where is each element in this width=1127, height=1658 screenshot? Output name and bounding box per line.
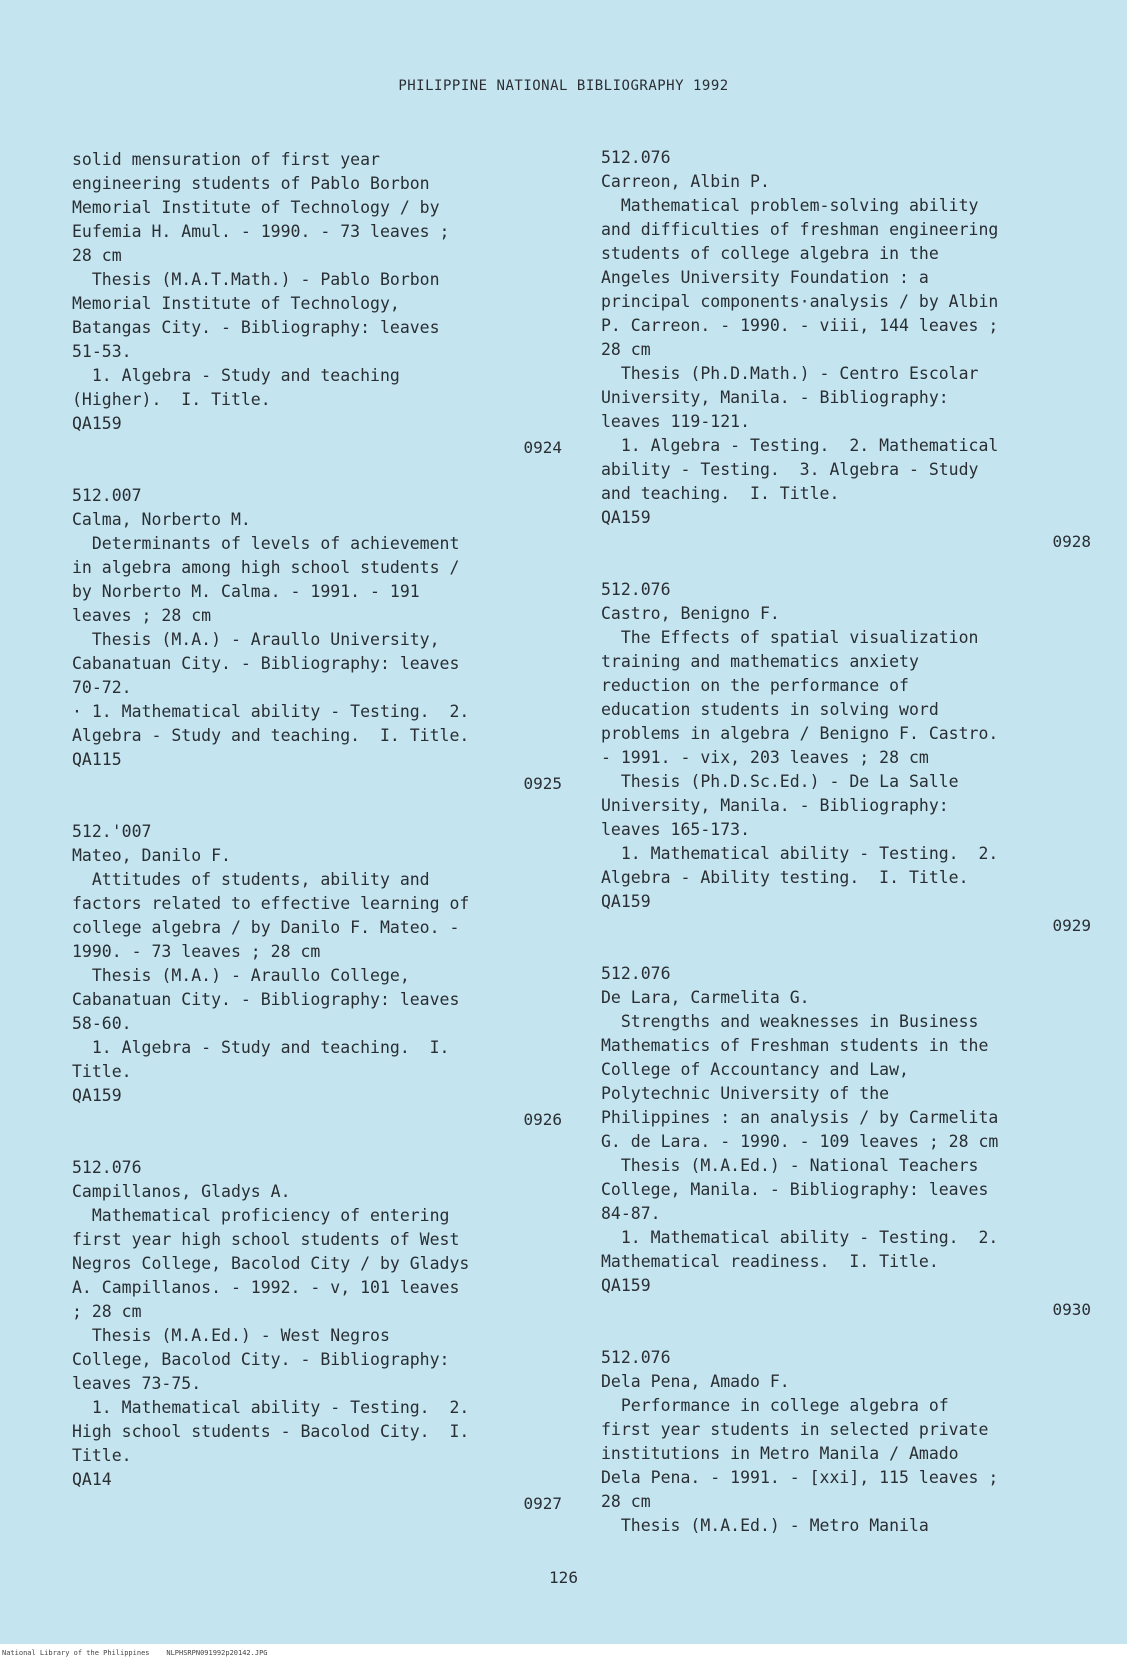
- entry-line: 28 cm: [601, 340, 651, 359]
- entry-line: 512.076: [601, 1348, 671, 1367]
- entry-line: first year high school students of West: [72, 1230, 460, 1249]
- bibliography-entry: [601, 1346, 1091, 1562]
- entry-number: 0930: [1052, 1300, 1091, 1319]
- page-header: PHILIPPINE NATIONAL BIBLIOGRAPHY 1992: [398, 78, 729, 94]
- bibliography-entry: [601, 578, 1091, 938]
- entry-line: college algebra / by Danilo F. Mateo. -: [72, 918, 460, 937]
- entry-line: 512.076: [601, 148, 671, 167]
- entry-line: College, Manila. - Bibliography: leaves: [601, 1180, 989, 1199]
- bibliography-entry: [72, 148, 562, 460]
- entry-line: Thesis (M.A.) - Araullo University,: [72, 630, 440, 649]
- entry-line: · 1. Mathematical ability - Testing. 2.: [72, 702, 470, 721]
- entry-line: Thesis (Ph.D.Sc.Ed.) - De La Salle: [601, 772, 959, 791]
- entry-line: Thesis (M.A.T.Math.) - Pablo Borbon: [72, 270, 440, 289]
- entry-line: Mateo, Danilo F.: [72, 846, 231, 865]
- entry-line: first year students in selected private: [601, 1420, 989, 1439]
- entry-line: De Lara, Carmelita G.: [601, 988, 810, 1007]
- entry-line: QA159: [601, 892, 651, 911]
- entry-line: Title.: [72, 1062, 132, 1081]
- entry-line: Dela Pena, Amado F.: [601, 1372, 790, 1391]
- entry-line: solid mensuration of first year: [72, 150, 380, 169]
- entry-line: education students in solving word: [601, 700, 939, 719]
- entry-gap: [72, 796, 562, 820]
- entry-line: Thesis (M.A.) - Araullo College,: [72, 966, 410, 985]
- entry-line: leaves 165-173.: [601, 820, 751, 839]
- entry-line: Title.: [72, 1446, 132, 1465]
- entry-line: principal components·analysis / by Albin: [601, 292, 999, 311]
- entry-line: ; 28 cm: [72, 1302, 142, 1321]
- entry-gap: [72, 460, 562, 484]
- entry-number: 0928: [1052, 532, 1091, 551]
- entry-number: 0927: [523, 1494, 562, 1513]
- entry-line: Memorial Institute of Technology,: [72, 294, 400, 313]
- entry-line: 512.076: [601, 964, 671, 983]
- entry-line: problems in algebra / Benigno F. Castro.: [601, 724, 999, 743]
- entry-gap: [601, 938, 1091, 962]
- entry-line: A. Campillanos. - 1992. - v, 101 leaves: [72, 1278, 460, 1297]
- entry-line: Thesis (M.A.Ed.) - Metro Manila: [601, 1516, 929, 1535]
- entry-line: 70-72.: [72, 678, 132, 697]
- entry-line: Algebra - Study and teaching. I. Title.: [72, 726, 470, 745]
- entry-line: University, Manila. - Bibliography:: [601, 388, 949, 407]
- entry-line: Castro, Benigno F.: [601, 604, 780, 623]
- entry-line: Carreon, Albin P.: [601, 172, 770, 191]
- entry-line: Determinants of levels of achievement: [72, 534, 460, 553]
- entry-line: 51-53.: [72, 342, 132, 361]
- entry-line: 28 cm: [72, 246, 122, 265]
- entry-line: 1. Mathematical ability - Testing. 2.: [601, 1228, 999, 1247]
- entry-line: 1990. - 73 leaves ; 28 cm: [72, 942, 321, 961]
- entry-line: College, Bacolod City. - Bibliography:: [72, 1350, 450, 1369]
- entry-line: (Higher). I. Title.: [72, 390, 271, 409]
- entry-line: Thesis (M.A.Ed.) - West Negros: [72, 1326, 390, 1345]
- entry-line: 512.076: [601, 580, 671, 599]
- bibliography-entry: [72, 820, 562, 1132]
- entry-number: 0924: [523, 438, 562, 457]
- entry-line: Eufemia H. Amul. - 1990. - 73 leaves ;: [72, 222, 450, 241]
- scan-footer-strip: [0, 1644, 1127, 1658]
- entry-line: training and mathematics anxiety: [601, 652, 919, 671]
- entry-line: reduction on the performance of: [601, 676, 909, 695]
- entry-line: G. de Lara. - 1990. - 109 leaves ; 28 cm: [601, 1132, 999, 1151]
- entry-number: [601, 1538, 1091, 1562]
- entry-line: Strengths and weaknesses in Business: [601, 1012, 979, 1031]
- entry-line: institutions in Metro Manila / Amado: [601, 1444, 959, 1463]
- entry-line: Mathematical proficiency of entering: [72, 1206, 450, 1225]
- entry-number: 0925: [523, 774, 562, 793]
- entry-line: 1. Mathematical ability - Testing. 2.: [72, 1398, 470, 1417]
- entry-line: QA14: [72, 1470, 112, 1489]
- entry-line: Batangas City. - Bibliography: leaves: [72, 318, 440, 337]
- entry-line: factors related to effective learning of: [72, 894, 470, 913]
- entry-line: 28 cm: [601, 1492, 651, 1511]
- bibliography-entry: [601, 146, 1091, 554]
- entry-line: Thesis (Ph.D.Math.) - Centro Escolar: [601, 364, 979, 383]
- entry-line: Philippines : an analysis / by Carmelita: [601, 1108, 999, 1127]
- entry-line: Polytechnic University of the: [601, 1084, 890, 1103]
- entry-gap: [601, 1322, 1091, 1346]
- entry-line: - 1991. - vix, 203 leaves ; 28 cm: [601, 748, 929, 767]
- entry-line: by Norberto M. Calma. - 1991. - 191: [72, 582, 420, 601]
- entry-line: High school students - Bacolod City. I.: [72, 1422, 470, 1441]
- entry-line: QA115: [72, 750, 122, 769]
- entry-line: QA159: [601, 508, 651, 527]
- entry-line: 512.'007: [72, 822, 152, 841]
- entry-line: University, Manila. - Bibliography:: [601, 796, 949, 815]
- entry-line: Negros College, Bacolod City / by Gladys: [72, 1254, 470, 1273]
- bibliography-entry: [601, 962, 1091, 1322]
- entry-line: Cabanatuan City. - Bibliography: leaves: [72, 654, 460, 673]
- entry-line: students of college algebra in the: [601, 244, 939, 263]
- entry-line: Thesis (M.A.Ed.) - National Teachers: [601, 1156, 979, 1175]
- entry-line: 1. Algebra - Study and teaching: [72, 366, 400, 385]
- entry-line: 1. Mathematical ability - Testing. 2.: [601, 844, 999, 863]
- entry-line: Mathematical readiness. I. Title.: [601, 1252, 939, 1271]
- entry-line: Algebra - Ability testing. I. Title.: [601, 868, 969, 887]
- entry-line: and teaching. I. Title.: [601, 484, 840, 503]
- entry-gap: [601, 554, 1091, 578]
- entry-gap: [72, 1132, 562, 1156]
- entry-line: QA159: [601, 1276, 651, 1295]
- scan-footnote: National Library of the Philippines NLPHSRPN091992p20142.JPG: [2, 1649, 268, 1657]
- left-column: [72, 148, 562, 1516]
- entry-line: Campillanos, Gladys A.: [72, 1182, 291, 1201]
- page-number: 126: [549, 1568, 578, 1587]
- entry-line: Calma, Norberto M.: [72, 510, 251, 529]
- entry-line: leaves ; 28 cm: [72, 606, 212, 625]
- entry-line: 58-60.: [72, 1014, 132, 1033]
- entry-number: 0929: [1052, 916, 1091, 935]
- entry-line: and difficulties of freshman engineering: [601, 220, 999, 239]
- entry-line: 84-87.: [601, 1204, 661, 1223]
- entry-line: QA159: [72, 1086, 122, 1105]
- entry-line: 1. Algebra - Testing. 2. Mathematical: [601, 436, 999, 455]
- entry-line: The Effects of spatial visualization: [601, 628, 979, 647]
- entry-line: College of Accountancy and Law,: [601, 1060, 909, 1079]
- entry-line: 1. Algebra - Study and teaching. I.: [72, 1038, 450, 1057]
- entry-line: P. Carreon. - 1990. - viii, 144 leaves ;: [601, 316, 999, 335]
- entry-line: Cabanatuan City. - Bibliography: leaves: [72, 990, 460, 1009]
- entry-line: Performance in college algebra of: [601, 1396, 949, 1415]
- right-column: [601, 146, 1091, 1562]
- bibliography-entry: [72, 484, 562, 796]
- entry-line: Attitudes of students, ability and: [72, 870, 430, 889]
- entry-line: ability - Testing. 3. Algebra - Study: [601, 460, 979, 479]
- entry-line: Angeles University Foundation : a: [601, 268, 929, 287]
- entry-line: 512.007: [72, 486, 142, 505]
- entry-line: 512.076: [72, 1158, 142, 1177]
- entry-line: in algebra among high school students /: [72, 558, 460, 577]
- entry-line: Mathematics of Freshman students in the: [601, 1036, 989, 1055]
- entry-line: QA159: [72, 414, 122, 433]
- entry-line: Dela Pena. - 1991. - [xxi], 115 leaves ;: [601, 1468, 999, 1487]
- entry-line: leaves 119-121.: [601, 412, 751, 431]
- bibliography-entry: [72, 1156, 562, 1516]
- entry-line: Mathematical problem-solving ability: [601, 196, 979, 215]
- entry-line: leaves 73-75.: [72, 1374, 202, 1393]
- entry-line: Memorial Institute of Technology / by: [72, 198, 440, 217]
- entry-number: 0926: [523, 1110, 562, 1129]
- entry-line: engineering students of Pablo Borbon: [72, 174, 430, 193]
